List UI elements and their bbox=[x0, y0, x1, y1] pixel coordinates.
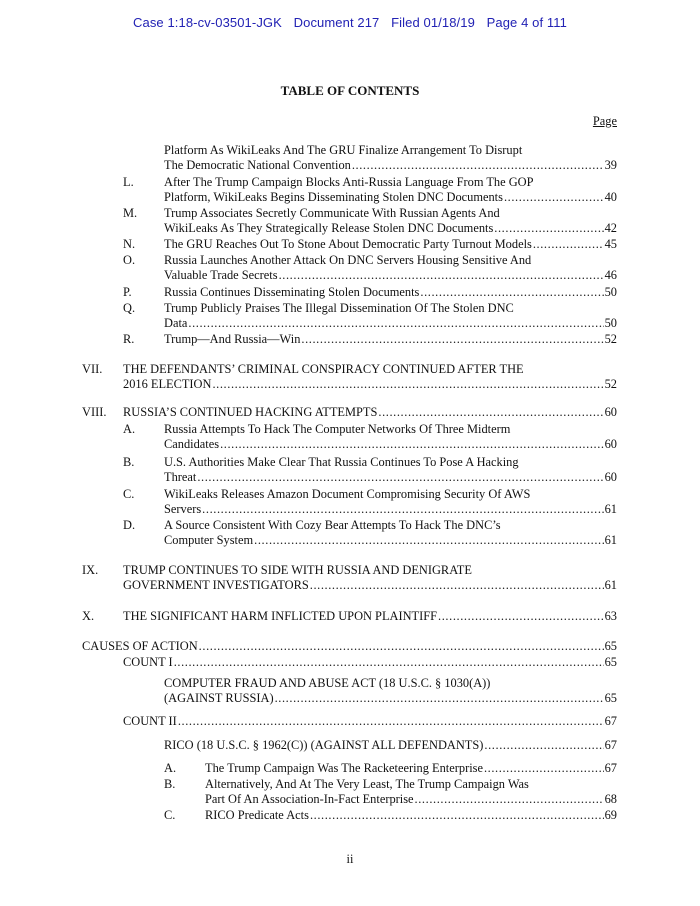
document-number: Document 217 bbox=[293, 15, 380, 30]
toc-text-line: Trump Associates Secretly Communicate With Russian Agents And bbox=[164, 206, 500, 220]
toc-label: IX. bbox=[82, 563, 99, 577]
toc-page-number: 61 bbox=[604, 533, 617, 547]
dot-leader bbox=[279, 268, 604, 283]
toc-entry-title: Candidates bbox=[164, 437, 220, 451]
toc-page-number: 60 bbox=[604, 437, 617, 451]
dot-leader bbox=[533, 237, 604, 252]
toc-label: R. bbox=[123, 332, 135, 346]
toc-entry[interactable] bbox=[164, 437, 617, 452]
toc-entry[interactable] bbox=[205, 808, 617, 823]
dot-leader bbox=[415, 792, 604, 807]
toc-label: Q. bbox=[123, 301, 136, 315]
toc-entry-title: The GRU Reaches Out To Stone About Democratic Party Turnout Models bbox=[164, 237, 532, 251]
toc-entry-title: GOVERNMENT INVESTIGATORS bbox=[123, 578, 309, 592]
dot-leader bbox=[197, 470, 603, 485]
toc-entry-title: Data bbox=[164, 316, 188, 330]
toc-page-number: 63 bbox=[604, 609, 617, 623]
toc-entry-title: 2016 ELECTION bbox=[123, 377, 212, 391]
toc-entry[interactable] bbox=[164, 738, 617, 753]
toc-entry[interactable] bbox=[123, 405, 617, 420]
toc-entry-title: RICO (18 U.S.C. § 1962(C)) (AGAINST ALL DEFENDANTS) bbox=[164, 738, 484, 752]
toc-entry[interactable] bbox=[164, 190, 617, 205]
toc-entry-title: RICO Predicate Acts bbox=[205, 808, 309, 822]
toc-page-number: 65 bbox=[604, 691, 617, 705]
toc-page-number: 65 bbox=[604, 639, 617, 653]
toc-entry[interactable] bbox=[164, 533, 617, 548]
dot-leader bbox=[310, 808, 604, 823]
toc-entry-title: Threat bbox=[164, 470, 197, 484]
toc-entry-title: Part Of An Association-In-Fact Enterprise bbox=[205, 792, 414, 806]
toc-text-line: COMPUTER FRAUD AND ABUSE ACT (18 U.S.C. § 1030(A)) bbox=[164, 676, 491, 690]
dot-leader bbox=[484, 761, 604, 776]
toc-text-line: A Source Consistent With Cozy Bear Attempts To Hack The DNC’s bbox=[164, 518, 501, 532]
toc-page-number: 52 bbox=[604, 332, 617, 346]
dot-leader bbox=[178, 714, 604, 729]
toc-label: VIII. bbox=[82, 405, 107, 419]
toc-entry[interactable] bbox=[164, 158, 617, 173]
toc-label: X. bbox=[82, 609, 95, 623]
toc-label: O. bbox=[123, 253, 136, 267]
toc-entry[interactable] bbox=[82, 639, 617, 654]
page-count: Page 4 of 111 bbox=[486, 15, 567, 30]
toc-text-line: After The Trump Campaign Blocks Anti-Russia Language From The GOP bbox=[164, 175, 534, 189]
toc-entry-title: Platform, WikiLeaks Begins Disseminating Stolen DNC Documents bbox=[164, 190, 503, 204]
toc-label: A. bbox=[123, 422, 136, 436]
toc-page-number: 50 bbox=[604, 285, 617, 299]
toc-label: L. bbox=[123, 175, 134, 189]
toc-entry-title: Valuable Trade Secrets bbox=[164, 268, 278, 282]
toc-entry[interactable] bbox=[123, 714, 617, 729]
toc-entry[interactable] bbox=[164, 470, 617, 485]
toc-entry-title: WikiLeaks As They Strategically Release Stolen DNC Documents bbox=[164, 221, 494, 235]
dot-leader bbox=[174, 655, 604, 670]
toc-entry[interactable] bbox=[205, 792, 617, 807]
toc-text-line: WikiLeaks Releases Amazon Document Compromising Security Of AWS bbox=[164, 487, 531, 501]
dot-leader bbox=[254, 533, 603, 548]
toc-page-number: 65 bbox=[604, 655, 617, 669]
toc-entry[interactable] bbox=[164, 502, 617, 517]
toc-entry-title: Servers bbox=[164, 502, 202, 516]
dot-leader bbox=[220, 437, 604, 452]
toc-label: VII. bbox=[82, 362, 103, 376]
toc-entry[interactable] bbox=[164, 285, 617, 300]
toc-text-line: TRUMP CONTINUES TO SIDE WITH RUSSIA AND DENIGRATE bbox=[123, 563, 472, 577]
dot-leader bbox=[494, 221, 603, 236]
toc-page-number: 60 bbox=[604, 405, 617, 419]
toc-entry-title: (AGAINST RUSSIA) bbox=[164, 691, 274, 705]
dot-leader bbox=[504, 190, 604, 205]
toc-text-line: U.S. Authorities Make Clear That Russia Continues To Pose A Hacking bbox=[164, 455, 519, 469]
toc-label: N. bbox=[123, 237, 136, 251]
toc-entry-title: The Democratic National Convention bbox=[164, 158, 351, 172]
toc-page-number: 60 bbox=[604, 470, 617, 484]
toc-page-number: 42 bbox=[604, 221, 617, 235]
dot-leader bbox=[438, 609, 604, 624]
toc-entry[interactable] bbox=[123, 655, 617, 670]
page-column-label: Page bbox=[592, 114, 617, 128]
dot-leader bbox=[202, 502, 603, 517]
dot-leader bbox=[378, 405, 603, 420]
toc-label: A. bbox=[164, 761, 177, 775]
dot-leader bbox=[212, 377, 603, 392]
dot-leader bbox=[352, 158, 604, 173]
toc-label: M. bbox=[123, 206, 138, 220]
toc-entry-title: Russia Continues Disseminating Stolen Documents bbox=[164, 285, 420, 299]
toc-page-number: 40 bbox=[604, 190, 617, 204]
toc-entry-title: THE SIGNIFICANT HARM INFLICTED UPON PLAINTIFF bbox=[123, 609, 438, 623]
toc-page-number: 52 bbox=[604, 377, 617, 391]
toc-entry[interactable] bbox=[164, 237, 617, 252]
toc-page-number: 45 bbox=[604, 237, 617, 251]
toc-page-number: 68 bbox=[604, 792, 617, 806]
toc-label: C. bbox=[164, 808, 176, 822]
toc-entry[interactable] bbox=[164, 221, 617, 236]
toc-page-number: 61 bbox=[604, 502, 617, 516]
toc-entry[interactable] bbox=[164, 332, 617, 347]
toc-entry[interactable] bbox=[123, 578, 617, 593]
filed-date: Filed 01/18/19 bbox=[391, 15, 475, 30]
toc-label: B. bbox=[123, 455, 135, 469]
dot-leader bbox=[275, 691, 604, 706]
case-header bbox=[0, 15, 700, 30]
toc-page-number: 67 bbox=[604, 761, 617, 775]
dot-leader bbox=[301, 332, 603, 347]
toc-entry-title: The Trump Campaign Was The Racketeering Enterprise bbox=[205, 761, 483, 775]
toc-label: D. bbox=[123, 518, 136, 532]
toc-text-line: THE DEFENDANTS’ CRIMINAL CONSPIRACY CONTINUED AFTER THE bbox=[123, 362, 524, 376]
toc-entry-title: RUSSIA’S CONTINUED HACKING ATTEMPTS bbox=[123, 405, 378, 419]
toc-entry-title: CAUSES OF ACTION bbox=[82, 639, 198, 653]
toc-entry[interactable] bbox=[123, 609, 617, 624]
toc-label: B. bbox=[164, 777, 176, 791]
toc-text-line: Russia Launches Another Attack On DNC Servers Housing Sensitive And bbox=[164, 253, 532, 267]
dot-leader bbox=[310, 578, 604, 593]
toc-entry[interactable] bbox=[164, 268, 617, 283]
toc-entry-title: Computer System bbox=[164, 533, 254, 547]
toc-text-line: Russia Attempts To Hack The Computer Networks Of Three Midterm bbox=[164, 422, 511, 436]
toc-text-line: Trump Publicly Praises The Illegal Dissemination Of The Stolen DNC bbox=[164, 301, 514, 315]
dot-leader bbox=[420, 285, 603, 300]
toc-entry-title: Trump—And Russia—Win bbox=[164, 332, 301, 346]
toc-page-number: 67 bbox=[604, 714, 617, 728]
toc-label: P. bbox=[123, 285, 132, 299]
toc-entry-title: COUNT II bbox=[123, 714, 177, 728]
toc-page-number: 39 bbox=[604, 158, 617, 172]
toc-text-line: Alternatively, And At The Very Least, The Trump Campaign Was bbox=[205, 777, 529, 791]
page-footer-number: ii bbox=[346, 852, 354, 866]
case-number: Case 1:18-cv-03501-JGK bbox=[133, 15, 282, 30]
toc-entry-title: COUNT I bbox=[123, 655, 173, 669]
toc-entry[interactable] bbox=[205, 761, 617, 776]
page-title: TABLE OF CONTENTS bbox=[280, 83, 420, 98]
dot-leader bbox=[199, 639, 604, 654]
toc-entry[interactable] bbox=[164, 316, 617, 331]
toc-entry[interactable] bbox=[123, 377, 617, 392]
dot-leader bbox=[484, 738, 603, 753]
toc-page-number: 67 bbox=[604, 738, 617, 752]
toc-page-number: 46 bbox=[604, 268, 617, 282]
toc-page-number: 61 bbox=[604, 578, 617, 592]
toc-page-number: 50 bbox=[604, 316, 617, 330]
toc-label: C. bbox=[123, 487, 135, 501]
toc-page-number: 69 bbox=[604, 808, 617, 822]
dot-leader bbox=[188, 316, 603, 331]
toc-entry[interactable] bbox=[164, 691, 617, 706]
toc-text-line: Platform As WikiLeaks And The GRU Finalize Arrangement To Disrupt bbox=[164, 143, 523, 157]
